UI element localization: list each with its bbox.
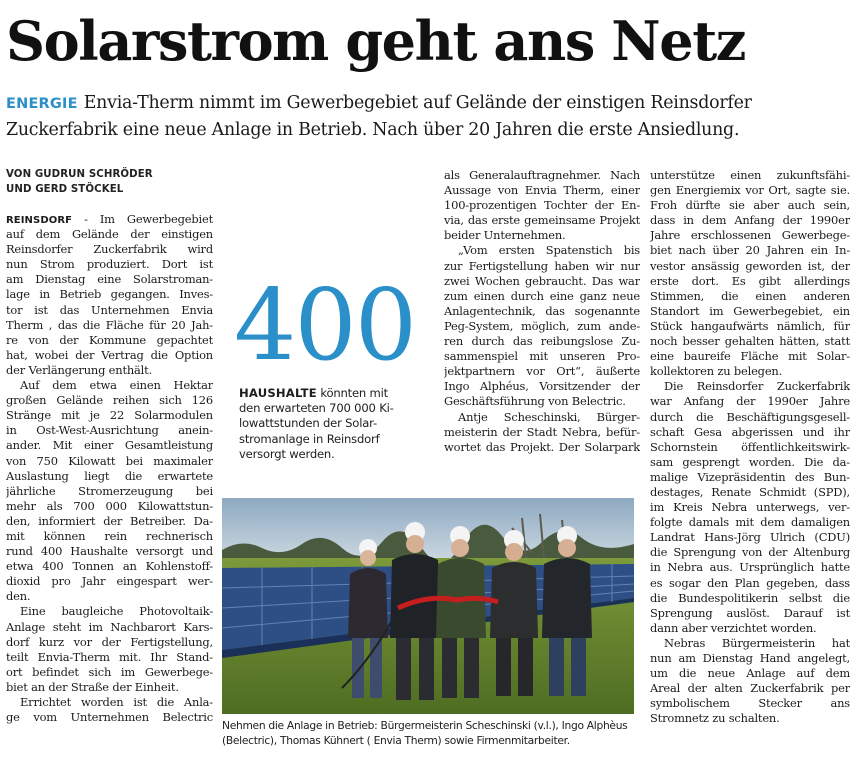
article-text-line: am Dienstag eine Solarstroman-: [6, 272, 213, 287]
lead-kicker: ENERGIE: [6, 96, 78, 112]
article-text-line: auf dem Gelände der einstigen: [6, 227, 213, 242]
article-text-line: um die neue Anlage auf dem: [650, 666, 850, 681]
article-text-line: zum einen durch eine ganz neue: [444, 288, 640, 303]
article-text-line: Nebras Bürgermeisterin hat: [664, 635, 850, 650]
caption-line: Nehmen die Anlage in Betrieb: Bürgermeisterin Scheschinski (v.l.), Ingo Alphèus: [222, 719, 628, 732]
factbox-line: [239, 386, 437, 401]
article-text-line: Stränge mit je 22 Solarmodulen: [6, 408, 213, 423]
article-text-line: Areal der alten Zuckerfabrik per: [650, 681, 850, 696]
article-text-line: symbolischem Stecker ans: [650, 696, 850, 711]
byline-line: VON GUDRUN SCHRÖDER: [6, 169, 153, 180]
article-text-line: malige Vizepräsidentin des Bun-: [650, 469, 850, 484]
article-column-2: [444, 168, 640, 455]
article-text-line: der Verlängerung enthält.: [6, 362, 153, 377]
article-text-line: mit können rein rechnerisch: [6, 528, 213, 543]
factbox: [239, 386, 437, 462]
article-text-line: Stimmen, die einen anderen: [650, 288, 850, 303]
article-text-line: biet an der Straße der Einheit.: [6, 679, 179, 694]
article-text-line: „Vom ersten Spatenstich bis: [458, 243, 640, 258]
article-text-line: die Bundespolitikerin selbst die: [650, 590, 850, 605]
article-text-line: den.: [6, 589, 31, 604]
article-text-line: zwei Wochen gebraucht. Das war: [444, 273, 640, 288]
article-photo: [222, 498, 634, 714]
factbox-text: könnten mit: [316, 386, 389, 400]
article-text-line: Jahre erschlossenen Gewerbege-: [650, 228, 850, 243]
article-text-line: Stromnetz zu schalten.: [650, 711, 780, 726]
article-text-line: mehr als 700 000 Kilowattstun-: [6, 498, 213, 513]
article-text-line: sammenspiel mit unseren Pro-: [444, 349, 640, 364]
article-text-line: in Nebra aus. Ursprünglich hatte: [650, 560, 850, 575]
article-text-line: großen Gelände reihen sich 126: [6, 393, 213, 408]
caption-line: (Belectric), Thomas Kühnert ( Envia Therm) sowie Firmenmitarbeiter.: [222, 734, 570, 747]
lead-line-1: [6, 90, 851, 117]
article-text-line: Standort im Gewerbegebiet, ein: [650, 303, 850, 318]
article-text-line: Geschäftsführung von Belectric.: [444, 394, 626, 409]
article-column-3: [650, 168, 850, 726]
byline: [6, 167, 220, 197]
article-text-line: jährliche Stromerzeugung bei: [6, 483, 213, 498]
article-text-line: Therm , das die Fläche für 20 Jah-: [6, 317, 213, 332]
article-text-line: rund 400 Haushalte versorgt und: [6, 544, 213, 559]
article-text-line: folgte damals mit dem damaligen: [650, 515, 850, 530]
article-text-line: jektpartnern vor Ort“, äußerte: [444, 364, 640, 379]
article-text-line: gen Energiemix vor Ort, sagte sie.: [650, 183, 850, 198]
article-text-line: teilt Envia-Therm mit. Ihr Stand-: [6, 649, 213, 664]
article-text-line: eine baureife Fläche mit Solar-: [650, 349, 850, 364]
article-text-line: dorf kurz vor der Fertigstellung,: [6, 634, 213, 649]
article-text-line: [6, 212, 213, 227]
article-text: - Im Gewerbegebiet: [72, 212, 213, 226]
article-text-line: von 750 Kilowatt bei maximaler: [6, 453, 213, 468]
factbox-number: 400: [234, 269, 416, 383]
factbox-line: lowattstunden der Solar-: [239, 416, 377, 431]
article-text-line: durch die Beschäftigungsgesell-: [650, 409, 850, 424]
photo-caption: [222, 718, 642, 748]
article-text-line: Schornstein öffentlichkeitswirk-: [650, 439, 850, 454]
article-text-line: war Anfang der 1990er Jahre: [650, 394, 850, 409]
article-text-line: biet nach über 20 Jahren ein In-: [650, 243, 850, 258]
photo-illustration: [222, 498, 634, 714]
article-text-line: destages, Renate Schmidt (SPD),: [650, 484, 850, 499]
article-text-line: Froh dürfte sie aber auch sein,: [650, 198, 850, 213]
article-text-line: Aussage von Envia Therm, einer: [444, 183, 640, 198]
article-text-line: Die Reinsdorfer Zuckerfabrik: [664, 379, 850, 394]
factbox-line: stromanlage in Reinsdorf: [239, 431, 380, 446]
lead-line-2: Zuckerfabrik eine neue Anlage in Betrieb. Nach über 20 Jahren die erste Ansiedlung.: [6, 120, 740, 140]
article-text-line: etwa 400 Tonnen an Kohlenstoff-: [6, 559, 213, 574]
article-text-line: den, informiert der Betreiber. Da-: [6, 513, 213, 528]
article-text-line: zur Fertigstellung haben wir nur: [444, 258, 640, 273]
article-text-line: Anlage steht im Nachbarort Kars-: [6, 619, 213, 634]
article-text-line: ge vom Unternehmen Belectric: [6, 710, 213, 725]
article-text-line: dioxid pro Jahr eingespart wer-: [6, 574, 213, 589]
article-text-line: schaft Gesa abgerissen und ihr: [650, 424, 850, 439]
article-text-line: hat, wobei der Vertrag die Option: [6, 347, 213, 362]
article-text-line: Sprengung auslöst. Darauf ist: [650, 605, 850, 620]
factbox-line: den erwarteten 700 000 Ki-: [239, 401, 394, 416]
article-text-line: tor ist das Unternehmen Envia: [6, 302, 213, 317]
article-text-line: re von der Kommune gepachtet: [6, 332, 213, 347]
article-text-line: erste dort. Es gibt allerdings: [650, 273, 850, 288]
article-text-line: Errichtet worden ist die Anla-: [20, 695, 213, 709]
article-text-line: vestor ansässig geworden ist, der: [650, 258, 850, 273]
article-text-line: ort befindet sich im Gewerbege-: [6, 664, 213, 679]
article-text-line: dann aber verzichtet worden.: [650, 620, 817, 635]
article-text-line: lage in Betrieb gegangen. Inves-: [6, 287, 213, 302]
article-text-line: Eine baugleiche Photovoltaik-: [20, 604, 213, 619]
article-text-line: Landrat Hans-Jörg Ulrich (CDU): [650, 530, 850, 545]
article-headline: Solarstrom geht ans Netz: [6, 9, 746, 73]
article-text-line: ander. Mit einer Gesamtleistung: [6, 438, 213, 453]
article-text-line: noch besser gehalten hätten, statt: [650, 334, 850, 349]
article-text-line: nun Strom produziert. Dort ist: [6, 257, 213, 272]
article-text-line: Ingo Alphéus, Vorsitzender der: [444, 379, 640, 394]
article-text-line: ren durch das reibungslose Zu-: [444, 334, 640, 349]
article-text-line: 100-prozentigen Tochter der En-: [444, 198, 640, 213]
article-text-line: als Generalauftragnehmer. Nach: [444, 168, 640, 182]
article-text-line: kollektoren zu belegen.: [650, 364, 783, 379]
article-text-line: es sogar den Plan gegeben, dass: [650, 575, 850, 590]
article-text-line: sam gesprengt worden. Die da-: [650, 454, 850, 469]
article-text-line: Peg-System, möglich, zum ande-: [444, 318, 640, 333]
article-text-line: Reinsdorfer Zuckerfabrik wird: [6, 242, 213, 257]
article-lead: [6, 90, 851, 143]
lead-text-1: Envia-Therm nimmt im Gewerbegebiet auf Gelände der einstigen Reinsdorfer: [83, 93, 752, 113]
dateline: REINSDORF: [6, 215, 73, 226]
article-text-line: Antje Scheschinski, Bürger-: [458, 409, 640, 424]
article-text-line: wortet das Projekt. Der Solarpark: [444, 439, 640, 454]
article-text-line: dass in dem Anfang der 1990er: [650, 213, 850, 228]
article-text-line: Stück hangaufwärts nämlich, für: [650, 318, 850, 333]
article-text-line: nun am Dienstag Hand angelegt,: [650, 651, 850, 665]
article-text-line: via, das erste gemeinsame Projekt: [444, 213, 640, 228]
article-column-1: [6, 212, 213, 725]
factbox-label: HAUSHALTE: [239, 386, 317, 400]
article-text-line: meisterin der Stadt Nebra, befür-: [444, 424, 640, 439]
byline-line: UND GERD STÖCKEL: [6, 184, 124, 195]
factbox-line: versorgt werden.: [239, 446, 335, 461]
article-text-line: Anlagentechnik, das sogenannte: [444, 303, 640, 318]
article-text-line: Auslastung liegt die erwartete: [6, 468, 213, 483]
article-text-line: im Kreis Nebra unterwegs, ver-: [650, 500, 850, 515]
article-text-line: in Ost-West-Ausrichtung anein-: [6, 423, 213, 438]
article-text-line: beider Unternehmen.: [444, 228, 566, 243]
article-text-line: Auf dem etwa einen Hektar: [20, 378, 213, 393]
article-text-line: unterstütze einen zukunftsfähi-: [650, 168, 850, 182]
article-text-line: die Sprengung von der Altenburg: [650, 545, 850, 560]
